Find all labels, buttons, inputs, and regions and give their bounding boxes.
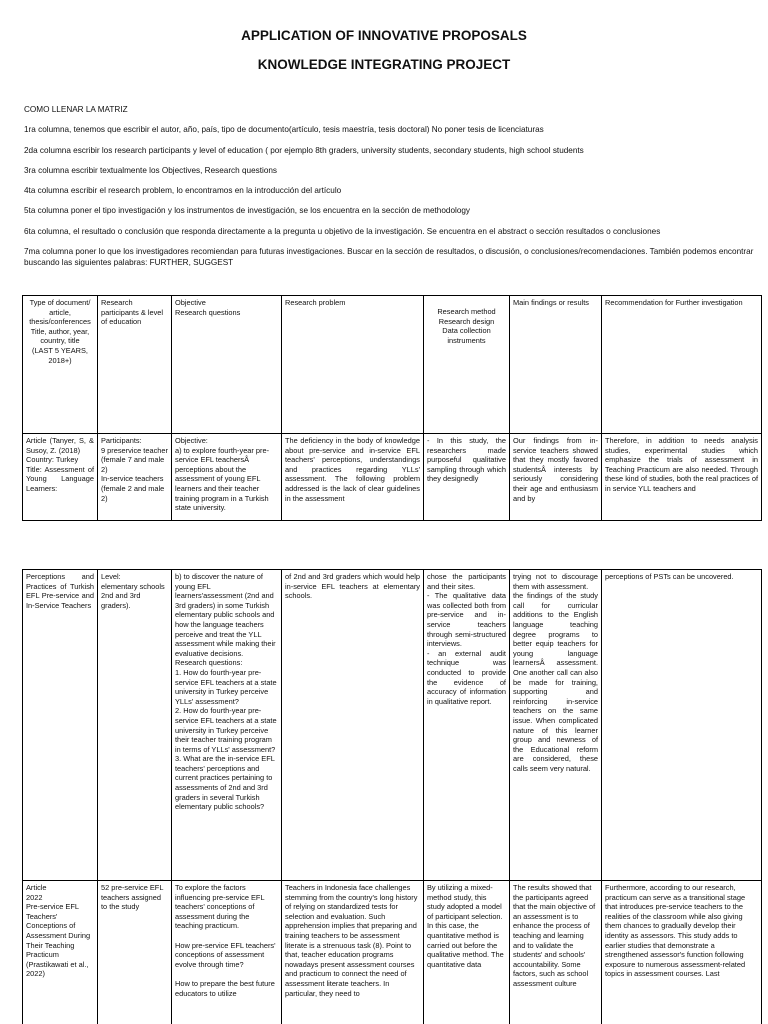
instruction-column-3: 3ra columna escribir textualmente los Objectives, Research questions [24, 165, 278, 175]
table-row [23, 570, 762, 881]
instruction-column-4: 4ta columna escribir el research problem, lo encontramos en la introducción del artículo [24, 186, 342, 196]
cell-recommendation: perceptions of PSTs can be uncovered. [602, 570, 762, 881]
instruction-column-2: 2da columna escribir los research participants y level of education ( por ejemplo 8th graders, university students, secondary students, high school students [24, 145, 584, 155]
instruction-heading: COMO LLENAR LA MATRIZ [24, 105, 128, 114]
cell-participants: Level: elementary schools 2nd and 3rd graders). [98, 570, 172, 881]
matrix-table-part-1 [22, 295, 762, 521]
cell-findings: Our findings from in-service teachers showed that they mostly favored studentsÂ interests by seriously considering their age and enthusiasm and by [510, 434, 602, 521]
cell-document: Article (Tanyer, S, & Susoy, Z. (2018) Country: Turkey Title: Assessment of Young Language Learners: [23, 434, 98, 521]
instructions-block [24, 104, 754, 277]
header-participants: Research participants & level of education [98, 296, 172, 434]
cell-participants: 52 pre-service EFL teachers assigned to the study [98, 881, 172, 1024]
header-recommendation: Recommendation for Further investigation [602, 296, 762, 434]
header-research-problem: Research problem [282, 296, 424, 434]
instruction-column-6: 6ta columna, el resultado o conclusión que responda directamente a la pregunta u objetivo de la investigación. Se encuentra en el abstract o sección resultados o conclusiones [24, 226, 661, 236]
cell-objective: Objective: a) to explore fourth-year pre-service EFL teachersÂ perceptions about the assessment of young EFL learners and their teacher training program in a Turkish state university. [172, 434, 282, 521]
table-row [23, 434, 762, 521]
header-findings: Main findings or results [510, 296, 602, 434]
table-header-row [23, 296, 762, 434]
document-title: APPLICATION OF INNOVATIVE PROPOSALS [241, 28, 527, 43]
header-objective: Objective Research questions [172, 296, 282, 434]
cell-research-method: By utilizing a mixed-method study, this study adopted a model of participant selection. In this case, the quantitative method is carried out before the qualitative method. The quantitative data [424, 881, 510, 1024]
instruction-column-7: 7ma columna poner lo que los investigadores recomiendan para futuras investigaciones. Buscar en la sección de resultados, o discusión, o conclusiones/recomendaciones. También podemos encontrar buscando las siguientes palabras: FURTHER, SUGGEST [24, 247, 754, 268]
instruction-column-1: 1ra columna, tenemos que escribir el autor, año, país, tipo de documento(artículo, tesis maestría, tesis doctoral) No poner tesis de licenciaturas [24, 125, 544, 135]
cell-objective: To explore the factors influencing pre-service EFL teachers' conceptions of assessment during the teaching practicum. How pre-service EFL teachers' conceptions of assessment evolve through time? How to prepare the best future educators to utilize [172, 881, 282, 1024]
cell-findings: trying not to discourage them with assessment. the findings of the study call for curricular additions to the English language teaching degree programs to better equip teachers for young language learnersÂ assessment. One another call can also be made for training, supporting and reinforcing in-service teachers on the same issue. When complicated nature of this learner group and newness of the Educational reform are considered, these calls seem very natural. [510, 570, 602, 881]
document-subtitle: KNOWLEDGE INTEGRATING PROJECT [257, 57, 511, 72]
cell-research-method: chose the participants and their sites. - The qualitative data was collected both from pre-service and in-service teachers through semi-structured interviews. - an external audit technique was conducted to provide the evidence of accuracy of information in qualitative report. [424, 570, 510, 881]
cell-recommendation: Therefore, in addition to needs analysis studies, experimental studies which emphasize the trials of assessment in Teaching Practicum are also needed. Through these kind of studies, both the real practices of in service YLL teachers and [602, 434, 762, 521]
cell-participants: Participants: 9 preservice teacher (female 7 and male 2) In-service teachers (female 2 and male 2) [98, 434, 172, 521]
cell-objective: b) to discover the nature of young EFL learners'assessment (2nd and 3rd graders) in some Turkish elementary public schools and how the language teachers perceive and treat the YLL assessment while making their evaluative decisions. Research questions: 1. How do fourth-year pre-service EFL teachers at a state university in Turkey perceive YLLs' assessment? 2. How do fourth-year pre-service EFL teachers at a state university in Turkey perceive their teacher training program in terms of YLLs' assessment? 3. What are the in-service EFL teachers' perceptions and current practices pertaining to assessments of 2nd and 3rd graders in several Turkish elementary public schools? [172, 570, 282, 881]
cell-recommendation: Furthermore, according to our research, practicum can serve as a transitional stage that introduces pre-service teachers to the realities of the classroom while also giving them chances to gradually develop their identity as assessors. This study adds to earlier studies that demonstrate a strengthened assessor's function following exposure to numerous assessment-related topics in assessment courses. Last [602, 881, 762, 1024]
cell-research-method: - In this study, the researchers made purposeful qualitative sampling through which they designedly [424, 434, 510, 521]
header-document-type: Type of document/ article, thesis/conferences Title, author, year, country, title (LAST 5 YEARS, 2018+) [23, 296, 98, 434]
header-research-method: Research method Research design Data collection instruments [424, 296, 510, 434]
instruction-column-5: 5ta columna poner el tipo investigación y los instrumentos de investigación, se los encuentra en la sección de methodology [24, 206, 471, 216]
cell-research-problem: Teachers in Indonesia face challenges stemming from the country's long history of relying on standardized tests for selection and evaluation. Such apprehension implies that preparing and training teachers to be assessment literate is a strenuous task (8). Point to that, teacher education programs nowadays present assessment courses and practicum to connect the need of assessment literate teachers. In particular, they need to [282, 881, 424, 1024]
cell-research-problem: The deficiency in the body of knowledge about pre-service and in-service EFL teachers' perceptions, understandings and practices regarding YLLs' assessment. The following problem addressed is the lack of clear guidelines in the assessment [282, 434, 424, 521]
cell-research-problem: of 2nd and 3rd graders which would help in-service EFL teachers at elementary schools. [282, 570, 424, 881]
matrix-table-part-2 [22, 569, 762, 1024]
table-row [23, 881, 762, 1024]
cell-findings: The results showed that the participants agreed that the main objective of an assessment is to enhance the process of teaching and learning and to validate the students' and schools' accountability. Some factors, such as school assessment culture [510, 881, 602, 1024]
cell-document: Perceptions and Practices of Turkish EFL Pre-service and In-Service Teachers [23, 570, 98, 881]
cell-document: Article 2022 Pre-service EFL Teachers' Conceptions of Assessment During Their Teaching Practicum (Prastikawati et al., 2022) [23, 881, 98, 1024]
